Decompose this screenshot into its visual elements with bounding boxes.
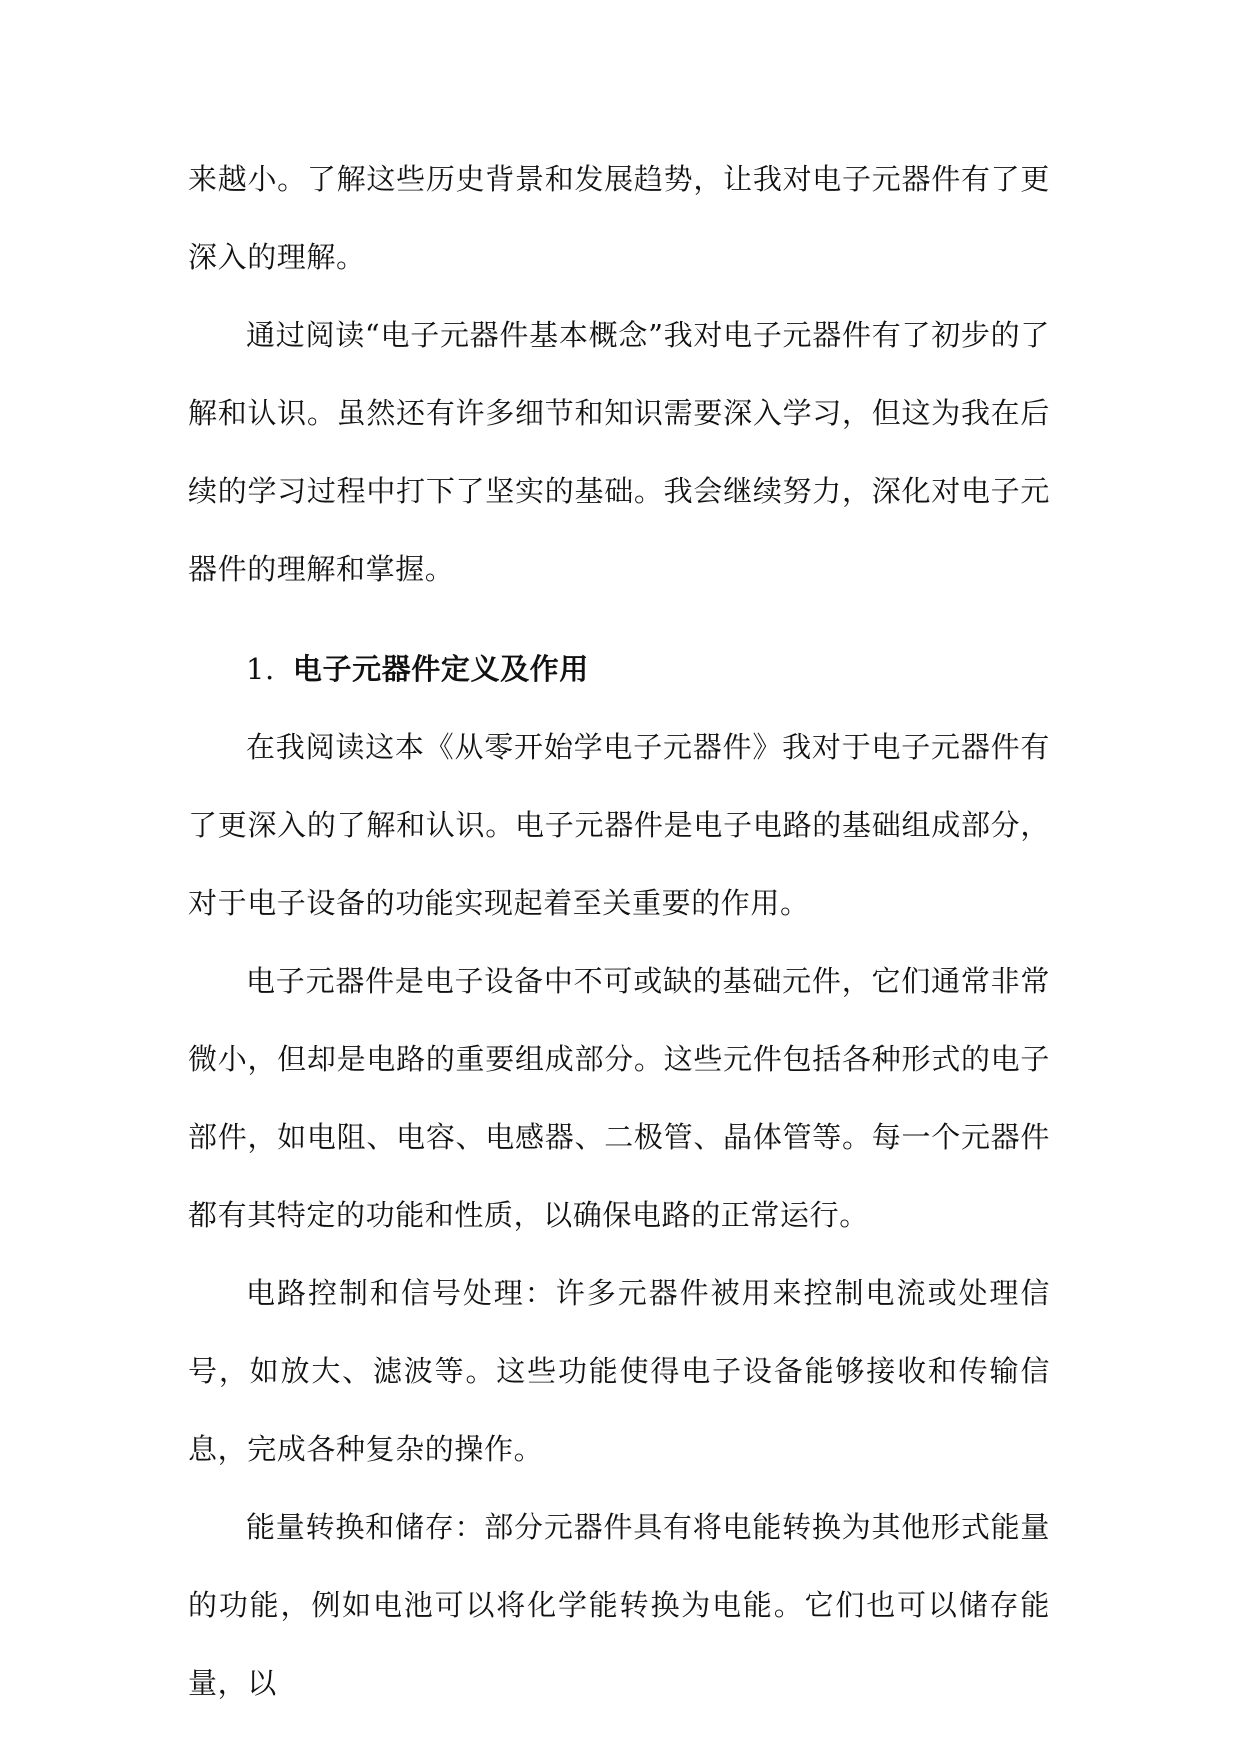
section-heading: [188, 630, 1050, 708]
paragraph-intro: 在我阅读这本《从零开始学电子元器件》我对于电子元器件有了更深入的了解和认识。电子元器件是电子电路的基础组成部分，对于电子设备的功能实现起着至关重要的作用。: [188, 730, 1050, 920]
page-content: [188, 140, 1050, 1722]
paragraph-energy-conversion: 能量转换和储存：部分元器件具有将电能转换为其他形式能量的功能，例如电池可以将化学能转换为电能。它们也可以储存能量，以: [188, 1510, 1050, 1700]
paragraph-circuit-control: 电路控制和信号处理：许多元器件被用来控制电流或处理信号，如放大、滤波等。这些功能使得电子设备能够接收和传输信息，完成各种复杂的操作。: [188, 1276, 1050, 1466]
paragraph-continuation: 来越小。了解这些历史背景和发展趋势，让我对电子元器件有了更深入的理解。: [188, 162, 1050, 274]
section-number: 1.: [246, 652, 275, 686]
paragraph-reading-summary: 通过阅读“电子元器件基本概念”我对电子元器件有了初步的了解和认识。虽然还有许多细节和知识需要深入学习，但这为我在后续的学习过程中打下了坚实的基础。我会继续努力，深化对电子元器件的理解和掌握。: [188, 318, 1050, 586]
section-spacer: [188, 608, 1050, 630]
section-title: 电子元器件定义及作用: [292, 652, 589, 686]
paragraph-definition: 电子元器件是电子设备中不可或缺的基础元件，它们通常非常微小，但却是电路的重要组成部分。这些元件包括各种形式的电子部件，如电阻、电容、电感器、二极管、晶体管等。每一个元器件都有其特定的功能和性质，以确保电路的正常运行。: [188, 964, 1050, 1232]
